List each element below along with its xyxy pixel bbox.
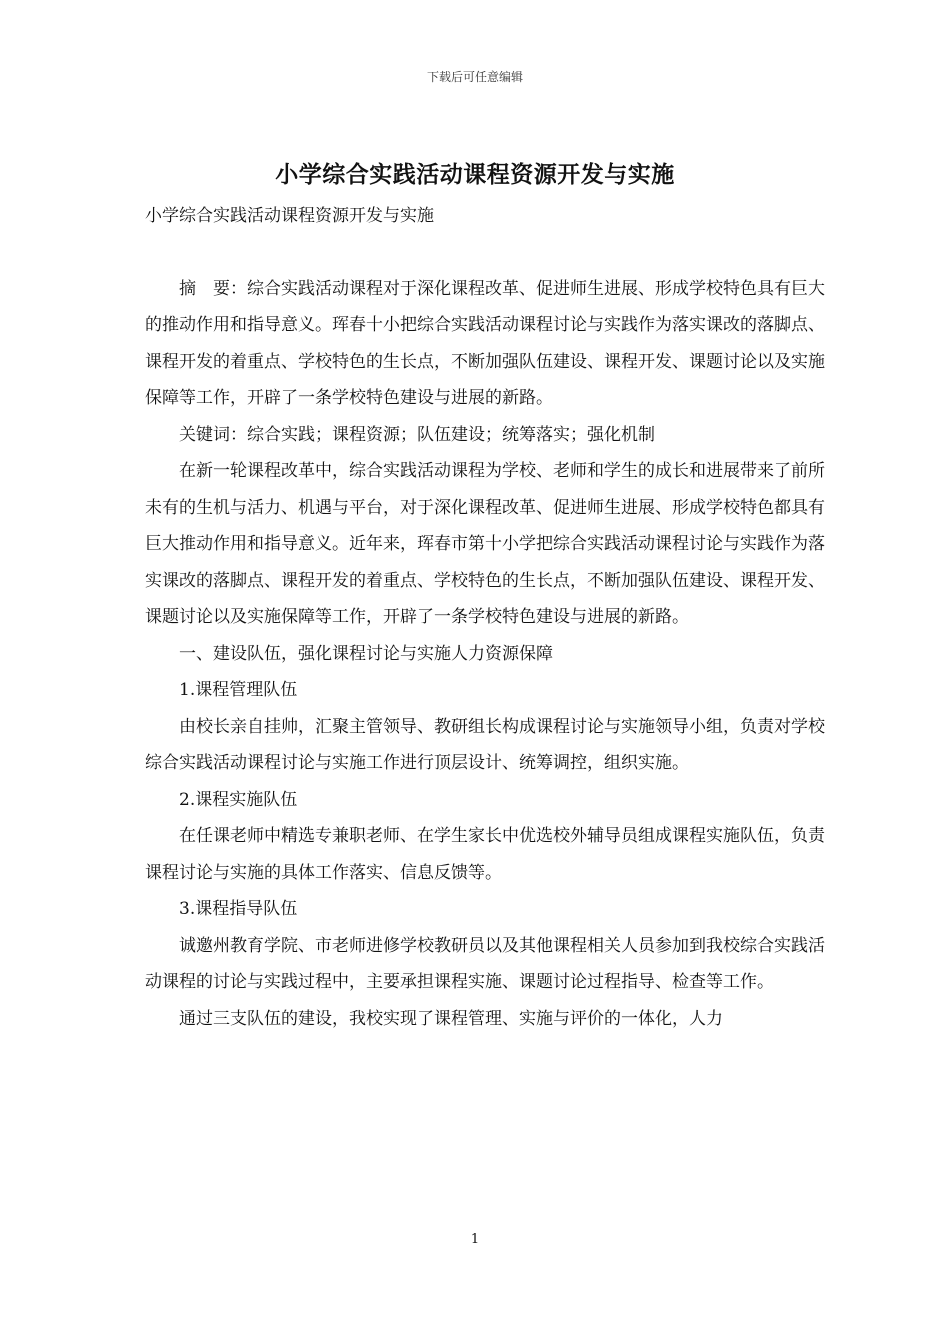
section-heading: 一、建设队伍，强化课程讨论与实施人力资源保障 bbox=[179, 643, 553, 664]
header-note: 下载后可任意编辑 bbox=[426, 70, 523, 84]
page-number: 1 bbox=[470, 1232, 480, 1247]
abstract-paragraph: 摘 要：综合实践活动课程对于深化课程改革、促进师生进展、形成学校特色具有巨大的推动作用和指导意义。珲春十小把综合实践活动课程讨论与实践作为落实课改的落脚点、课程开发的着重点、学校特色的生长点，不断加强队伍建设、课程开发、课题讨论以及实施保障等工作，开辟了一条学校特色建设与进展的新路。 bbox=[145, 278, 825, 408]
item-paragraph-3: 诚邀州教育学院、市老师进修学校教研员以及其他课程相关人员参加到我校综合实践活动课程的讨论与实践过程中，主要承担课程实施、课题讨论过程指导、检查等工作。 bbox=[145, 935, 825, 992]
closing-paragraph: 通过三支队伍的建设，我校实现了课程管理、实施与评价的一体化，人力 bbox=[179, 1008, 723, 1029]
document-title: 小学综合实践活动课程资源开发与实施 bbox=[275, 161, 675, 188]
keywords-line: 关键词：综合实践；课程资源；队伍建设；统筹落实；强化机制 bbox=[179, 424, 655, 445]
item-heading-3: 3.课程指导队伍 bbox=[179, 899, 298, 919]
blank-line bbox=[145, 235, 825, 271]
subtitle: 小学综合实践活动课程资源开发与实施 bbox=[145, 206, 434, 226]
item-heading-1: 1.课程管理队伍 bbox=[179, 680, 298, 700]
item-paragraph-2: 在任课老师中精选专兼职老师、在学生家长中优选校外辅导员组成课程实施队伍，负责课程讨论与实施的具体工作落实、信息反馈等。 bbox=[145, 826, 825, 883]
intro-paragraph: 在新一轮课程改革中，综合实践活动课程为学校、老师和学生的成长和进展带来了前所未有的生机与活力、机遇与平台，对于深化课程改革、促进师生进展、形成学校特色都具有巨大推动作用和指导意义。近年来，珲春市第十小学把综合实践活动课程讨论与实践作为落实课改的落脚点、课程开发的着重点、学校特色的生长点，不断加强队伍建设、课程开发、课题讨论以及实施保障等工作，开辟了一条学校特色建设与进展的新路。 bbox=[145, 461, 825, 627]
item-paragraph-1: 由校长亲自挂帅，汇聚主管领导、教研组长构成课程讨论与实施领导小组，负责对学校综合实践活动课程讨论与实施工作进行顶层设计、统筹调控，组织实施。 bbox=[145, 716, 825, 773]
document-body bbox=[145, 198, 825, 1037]
item-heading-2: 2.课程实施队伍 bbox=[179, 789, 298, 810]
